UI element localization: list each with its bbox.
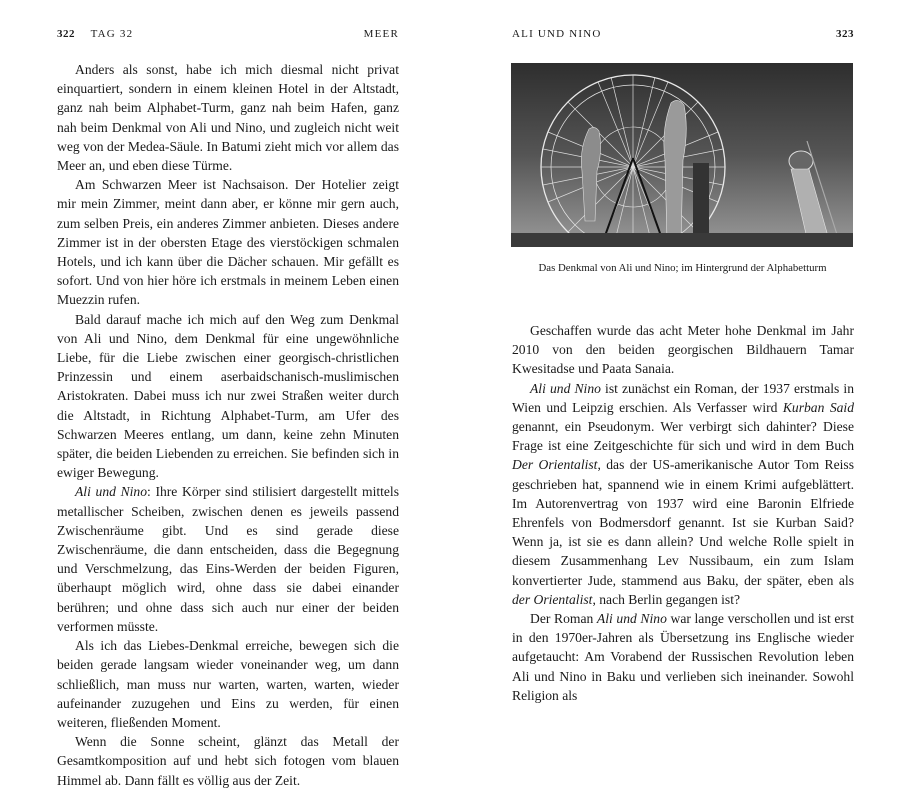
italic-title: der Orientalist — [512, 591, 593, 607]
left-body-text — [57, 60, 399, 790]
paragraph: Am Schwarzen Meer ist Nachsaison. Der Hotelier zeigt mir mein Zimmer, meint dann aber, er könne mir gern auch, zum selben Preis, ein anderes Zimmer anbieten. Dieses andere Zimmer ist in der obersten Etage des vierstöckigen schmalen Hotels, und ich kann über die Dächer schauen. Mir gefällt es sofort. Und von hier höre ich erstmals in meinem Leben einen Muezzin rufen. — [57, 177, 399, 308]
running-head-left — [57, 28, 133, 40]
paragraph: Anders als sonst, habe ich mich diesmal nicht privat einquartiert, sondern in einem kleinen Hotel in der Altstadt, ganz nah beim Alphabet-Turm, ganz nah beim Hafen, ganz nah beim Denkmal von Ali und Nino, und zugleich nicht weit weg von der Medea-Säule. In Batumi zieht mich vor allem das Meer an, und eben diese Türme. — [57, 62, 399, 174]
ferris-wheel-photo-icon — [511, 63, 853, 247]
right-body-text — [512, 321, 854, 705]
figure-photo — [511, 63, 853, 247]
italic-name: Kurban Said — [782, 399, 854, 415]
left-page — [0, 0, 455, 788]
paragraph: Bald darauf mache ich mich auf den Weg zum Denkmal von Ali und Nino, dem Denkmal für eine ungewöhnliche Liebe, für die Liebe zwischen einer georgisch-christlichen Prinzessin und einem aserbaidschanisch-muslimischen Aristokraten. Dabei muss ich nur zwei Straßen weiter durch die Altstadt, in Richtung Alphabet-Turm, am Ufer des Schwarzen Meeres entlang, um dann, keine zehn Minuten später, die beiden Liebenden zu erreichen. Sie befinden sich in ewiger Bewegung. — [57, 311, 399, 481]
page-number: 323 — [836, 28, 854, 40]
paragraph: Ali und Nino ist zunächst ein Roman, der 1937 erstmals in Wien und Leipzig erschien. Als Verfasser wird Kurban Said genannt, ein Pseudonym. Wer verbirgt sich dahinter? Diese Frage ist eine Zeitgeschichte für sich und wird in dem Buch Der Orientalist, das der US-amerikanische Autor Tom Reiss geschrieben hat, spannend wie in einem Krimi aufgeblättert. Im Autorenvertrag von 1937 wird eine Baronin Elfriede Ehrenfels von Bodmersdorf genannt. Ist sie Kurban Said? Wenn ja, ist sie es dann allein? Und welche Rolle spielt in diesem Zusammenhang Lev Nussibaum, ein zum Islam konvertierter Jude, stammend aus Baku, der später, eben als der Orientalist, nach Berlin gegangen ist? — [512, 380, 855, 607]
italic-title: Ali und Nino — [596, 611, 667, 627]
page-number: 322 — [57, 28, 75, 40]
paragraph: Geschaffen wurde das acht Meter hohe Denkmal im Jahr 2010 von den beiden georgischen Bildhauern Tamar Kwesitadse und Paata Sanaia. — [512, 323, 854, 377]
right-page — [455, 0, 910, 703]
paragraph: Wenn die Sonne scheint, glänzt das Metall der Gesamtkomposition auf und hebt sich fotogen vom blauen Himmel ab. Dann fällt es völlig aus der Zeit. — [57, 734, 399, 788]
chapter-title: TAG 32 — [90, 28, 134, 40]
section-title: MEER — [363, 28, 399, 40]
italic-title: Der Orientalist — [512, 457, 598, 473]
paragraph: Als ich das Liebes-Denkmal erreiche, bewegen sich die beiden gerade langsam wieder voneinander weg, um dann schließlich, man muss nur warten, warten, warten, wieder aufeinander zuzugehen und Eins zu werden, für einen weiteren, fließenden Moment. — [57, 638, 399, 730]
figure-caption: Das Denkmal von Ali und Nino; im Hintergrund der Alphabetturm — [538, 262, 827, 274]
running-head-right: ALI UND NINO — [512, 28, 602, 40]
paragraph: Ali und Nino: Ihre Körper sind stilisiert dargestellt mittels metallischer Scheiben, zwischen denen es jeweils passend Zwischenräume gibt. Und es sind gerade diese Zwischenräume, die dann entscheiden, dass die Begegnung und Verschmelzung, das Eins-Werden der beiden Figuren, überhaupt möglich wird, ohne dass sie dabei einander berühren; und ohne dass sich auch nur einer der beiden verformen müsste. — [57, 484, 399, 634]
italic-title: Ali und Nino — [75, 484, 148, 500]
paragraph: Der Roman Ali und Nino war lange verschollen und ist erst in den 1970er-Jahren als Übersetzung ins Englische wieder aufgetaucht: Am Vorabend der Russischen Revolution leben Ali und Nino in Baku und verlieben sich ineinander. Sowohl Religion als — [512, 611, 854, 703]
italic-title: Ali und Nino — [530, 380, 601, 396]
